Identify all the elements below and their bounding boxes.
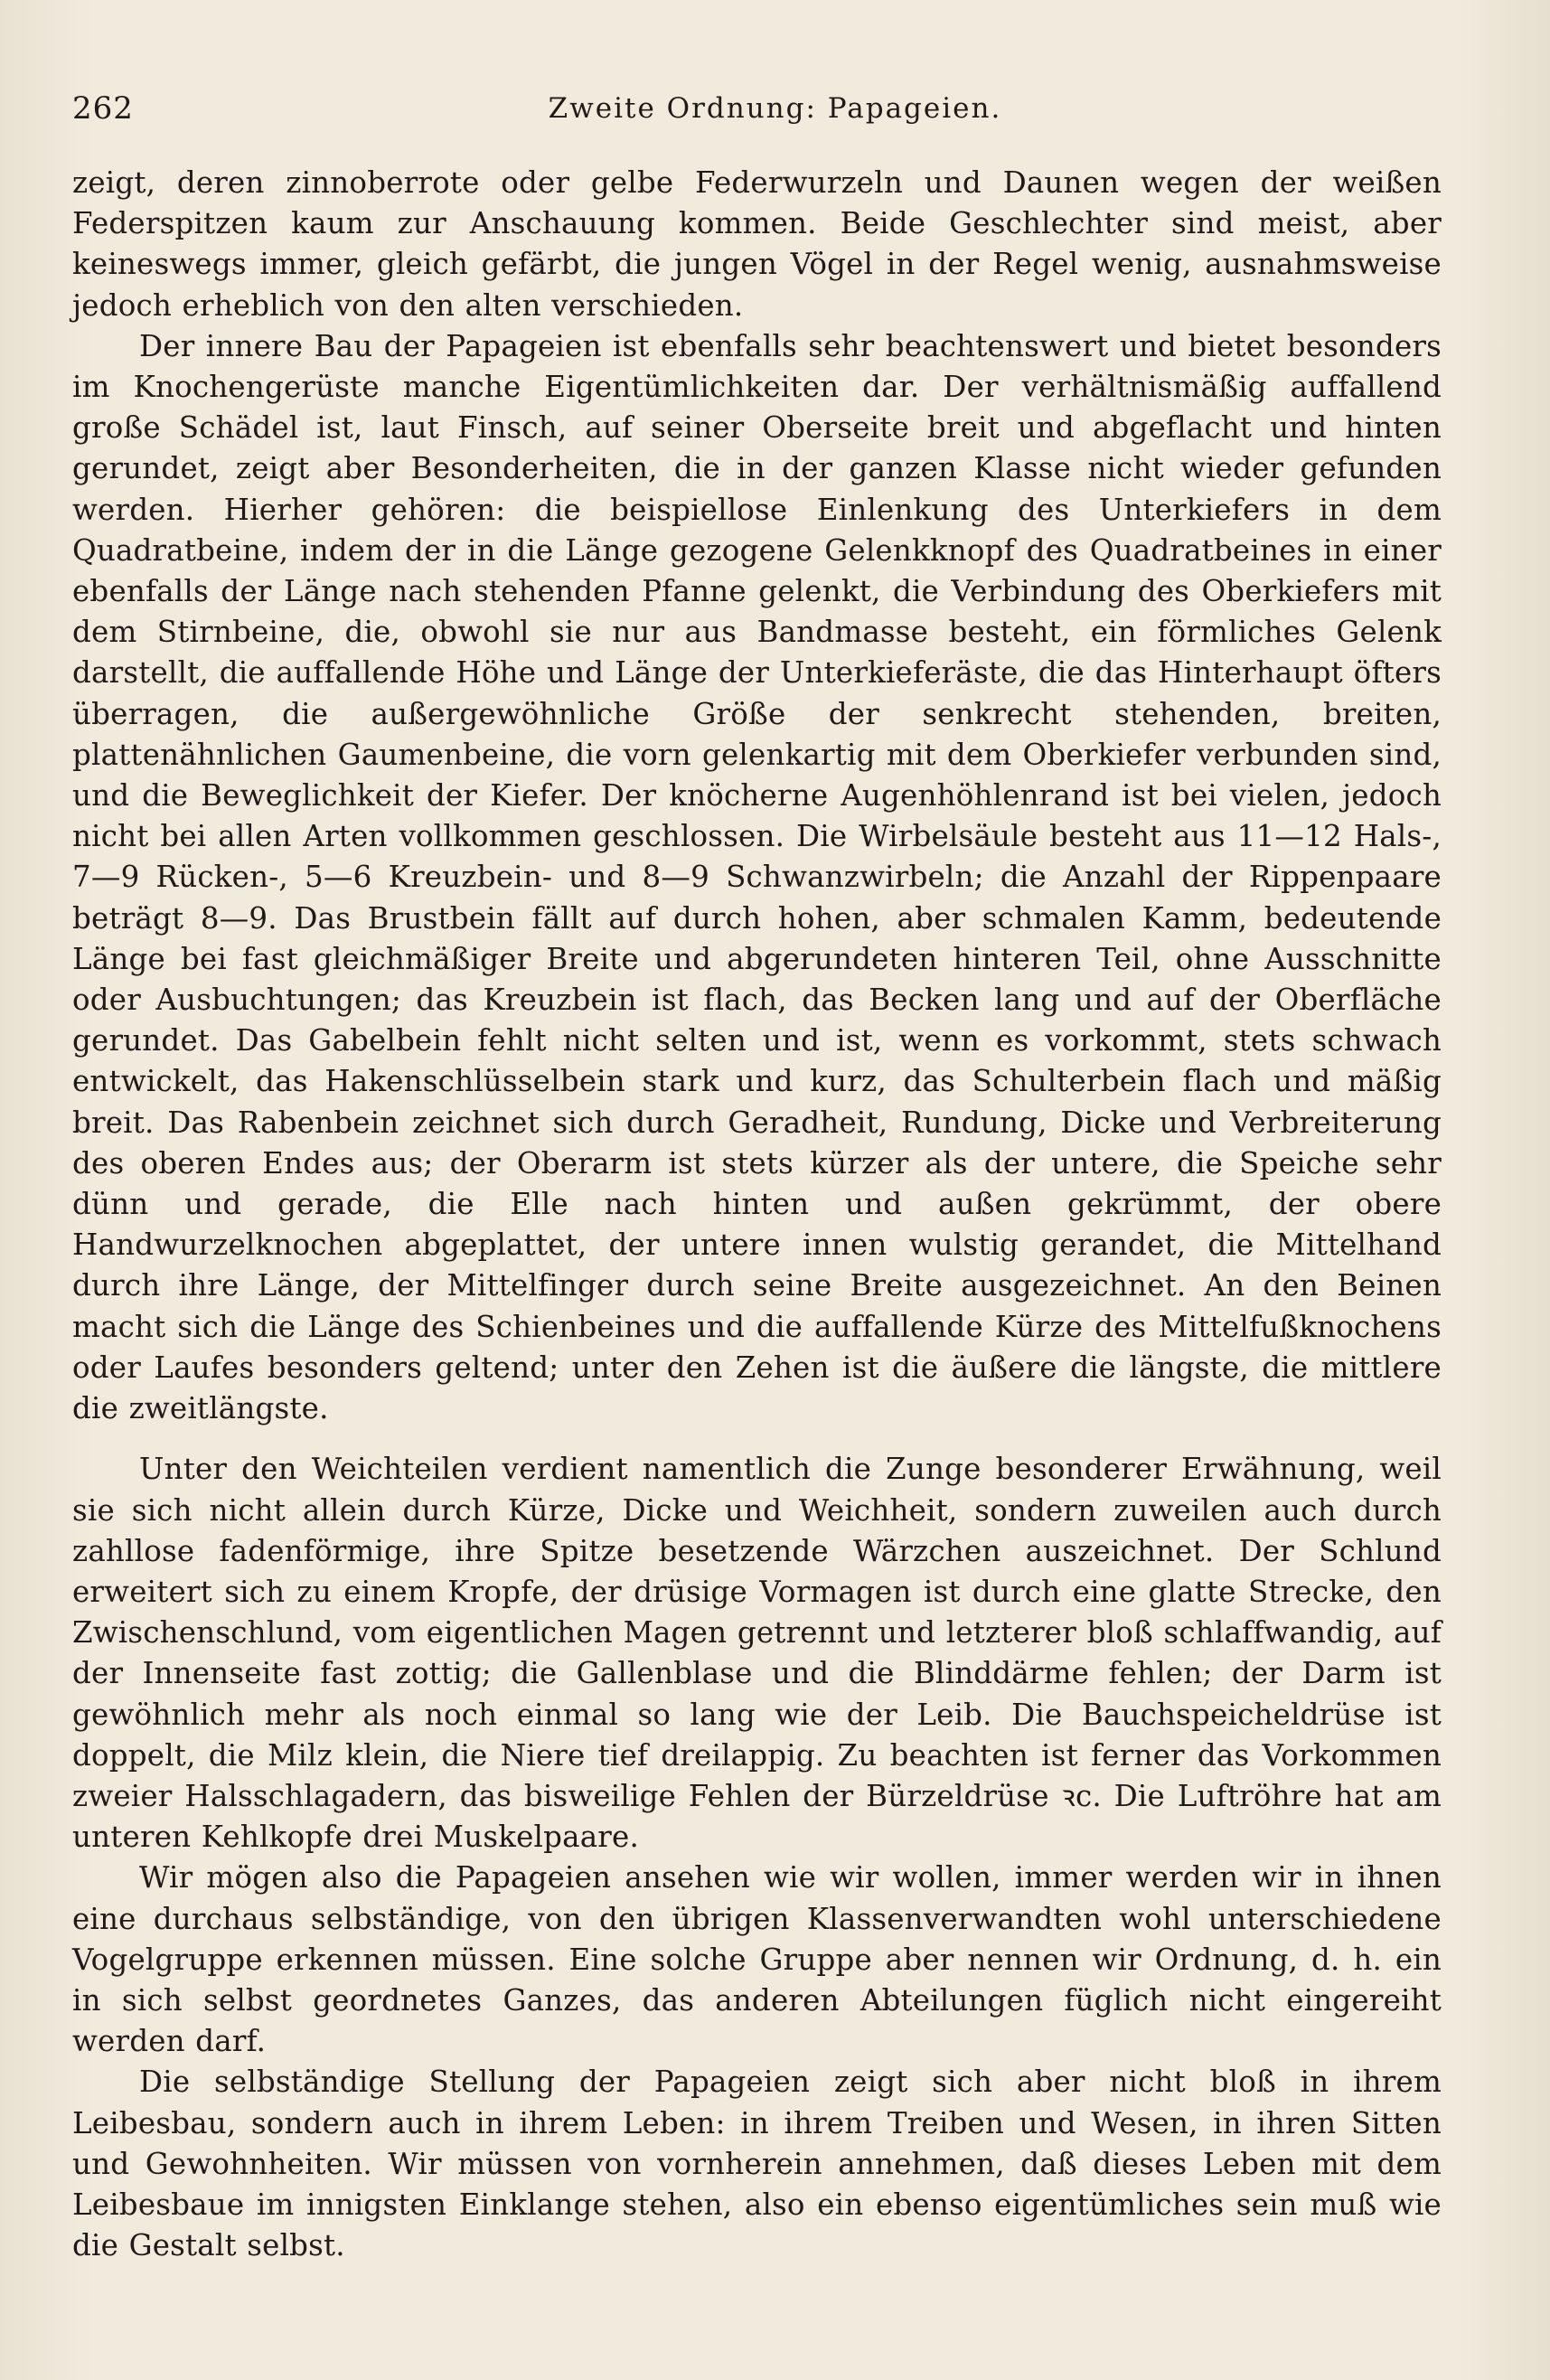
paragraph: zeigt, deren zinnoberrote oder gelbe Federwurzeln und Daunen wegen der weißen Federspitzen kaum zur Anschauung kommen. Beide Geschlechter sind meist, aber keineswegs immer, gleich gefärbt, die jungen Vögel in der Regel wenig, ausnahmsweise jedoch erheblich von den alten verschieden. <box>72 165 1442 323</box>
body-text <box>72 163 1442 2266</box>
running-head <box>72 90 1478 136</box>
paragraph: Der innere Bau der Papageien ist ebenfalls sehr beachtenswert und bietet besonders im Knochengerüste manche Eigentümlichkeiten dar. Der verhältnismäßig auffallend große Schädel ist, laut Finsch, auf seiner Oberseite breit und abgeflacht und hinten gerundet, zeigt aber Besonderheiten, die in der ganzen Klasse nicht wieder gefunden werden. Hierher gehören: die beispiellose Einlenkung des Unterkiefers in dem Quadratbeine, indem der in die Länge gezogene Gelenkknopf des Quadratbeines in einer ebenfalls der Länge nach stehenden Pfanne gelenkt, die Verbindung des Oberkiefers mit dem Stirnbeine, die, obwohl sie nur aus Bandmasse besteht, ein förmliches Gelenk darstellt, die auffallende Höhe und Länge der Unterkieferäste, die das Hinterhaupt öfters überragen, die außergewöhnliche Größe der senkrecht stehenden, breiten, plattenähnlichen Gaumenbeine, die vorn gelenkartig mit dem Oberkiefer verbunden sind, und die Beweglichkeit der Kiefer. Der knöcherne Augenhöhlenrand ist bei vielen, jedoch nicht bei allen Arten vollkommen geschlossen. Die Wirbelsäule besteht aus 11—12 Hals-, 7—9 Rücken-, 5—6 Kreuzbein- und 8—9 Schwanzwirbeln; die Anzahl der Rippenpaare beträgt 8—9. Das Brustbein fällt auf durch hohen, aber schmalen Kamm, bedeutende Länge bei fast gleichmäßiger Breite und abgerundeten hinteren Teil, ohne Ausschnitte oder Ausbuchtungen; das Kreuzbein ist flach, das Becken lang und auf der Oberfläche gerundet. Das Gabelbein fehlt nicht selten und ist, wenn es vorkommt, stets schwach entwickelt, das Hakenschlüsselbein stark und kurz, das Schulterbein flach und mäßig breit. Das Rabenbein zeichnet sich durch Geradheit, Rundung, Dicke und Verbreiterung des oberen Endes aus; der Oberarm ist stets kürzer als der untere, die Speiche sehr dünn und gerade, die Elle nach hinten und außen gekrümmt, der obere Handwurzelknochen abgeplattet, der untere innen wulstig gerandet, die Mittelhand durch ihre Länge, der Mittelfinger durch seine Breite ausgezeichnet. An den Beinen macht sich die Länge des Schienbeines und die auffallende Kürze des Mittelfußknochens oder Laufes besonders geltend; unter den Zehen ist die äußere die längste, die mittlere die zweitlängste. <box>72 328 1442 1426</box>
page-number: 262 <box>72 90 134 127</box>
paragraph: Unter den Weichteilen verdient namentlich die Zunge besonderer Erwähnung, weil sie sich nicht allein durch Kürze, Dicke und Weichheit, sondern zuweilen auch durch zahllose fadenförmige, ihre Spitze besetzende Wärzchen auszeichnet. Der Schlund erweitert sich zu einem Kropfe, der drüsige Vormagen ist durch eine glatte Strecke, den Zwischenschlund, vom eigentlichen Magen getrennt und letzterer bloß schlaffwandig, auf der Innenseite fast zottig; die Gallenblase und die Blinddärme fehlen; der Darm ist gewöhnlich mehr als noch einmal so lang wie der Leib. Die Bauchspeicheldrüse ist doppelt, die Milz klein, die Niere tief dreilappig. Zu beachten ist ferner das Vorkommen zweier Halsschlagadern, das bisweilige Fehlen der Bürzeldrüse ꝛc. Die Luftröhre hat am unteren Kehlkopfe drei Muskelpaare. <box>72 1452 1442 1855</box>
running-title: Zweite Ordnung: Papageien. <box>548 92 1002 125</box>
paragraph: Die selbständige Stellung der Papageien zeigt sich aber nicht bloß in ihrem Leibesbau, sondern auch in ihrem Leben: in ihrem Treiben und Wesen, in ihren Sitten und Gewohnheiten. Wir müssen von vornherein annehmen, daß dieses Leben mit dem Leibesbaue im innigsten Einklange stehen, also ein ebenso eigentümliches sein muß wie die Gestalt selbst. <box>72 2065 1442 2263</box>
paragraph: Wir mögen also die Papageien ansehen wie wir wollen, immer werden wir in ihnen eine durchaus selbständige, von den übrigen Klassenverwandten wohl unterschiedene Vogelgruppe erkennen müssen. Eine solche Gruppe aber nennen wir Ordnung, d. h. ein in sich selbst geordnetes Ganzes, das anderen Abteilungen füglich nicht eingereiht werden darf. <box>72 1860 1442 2059</box>
